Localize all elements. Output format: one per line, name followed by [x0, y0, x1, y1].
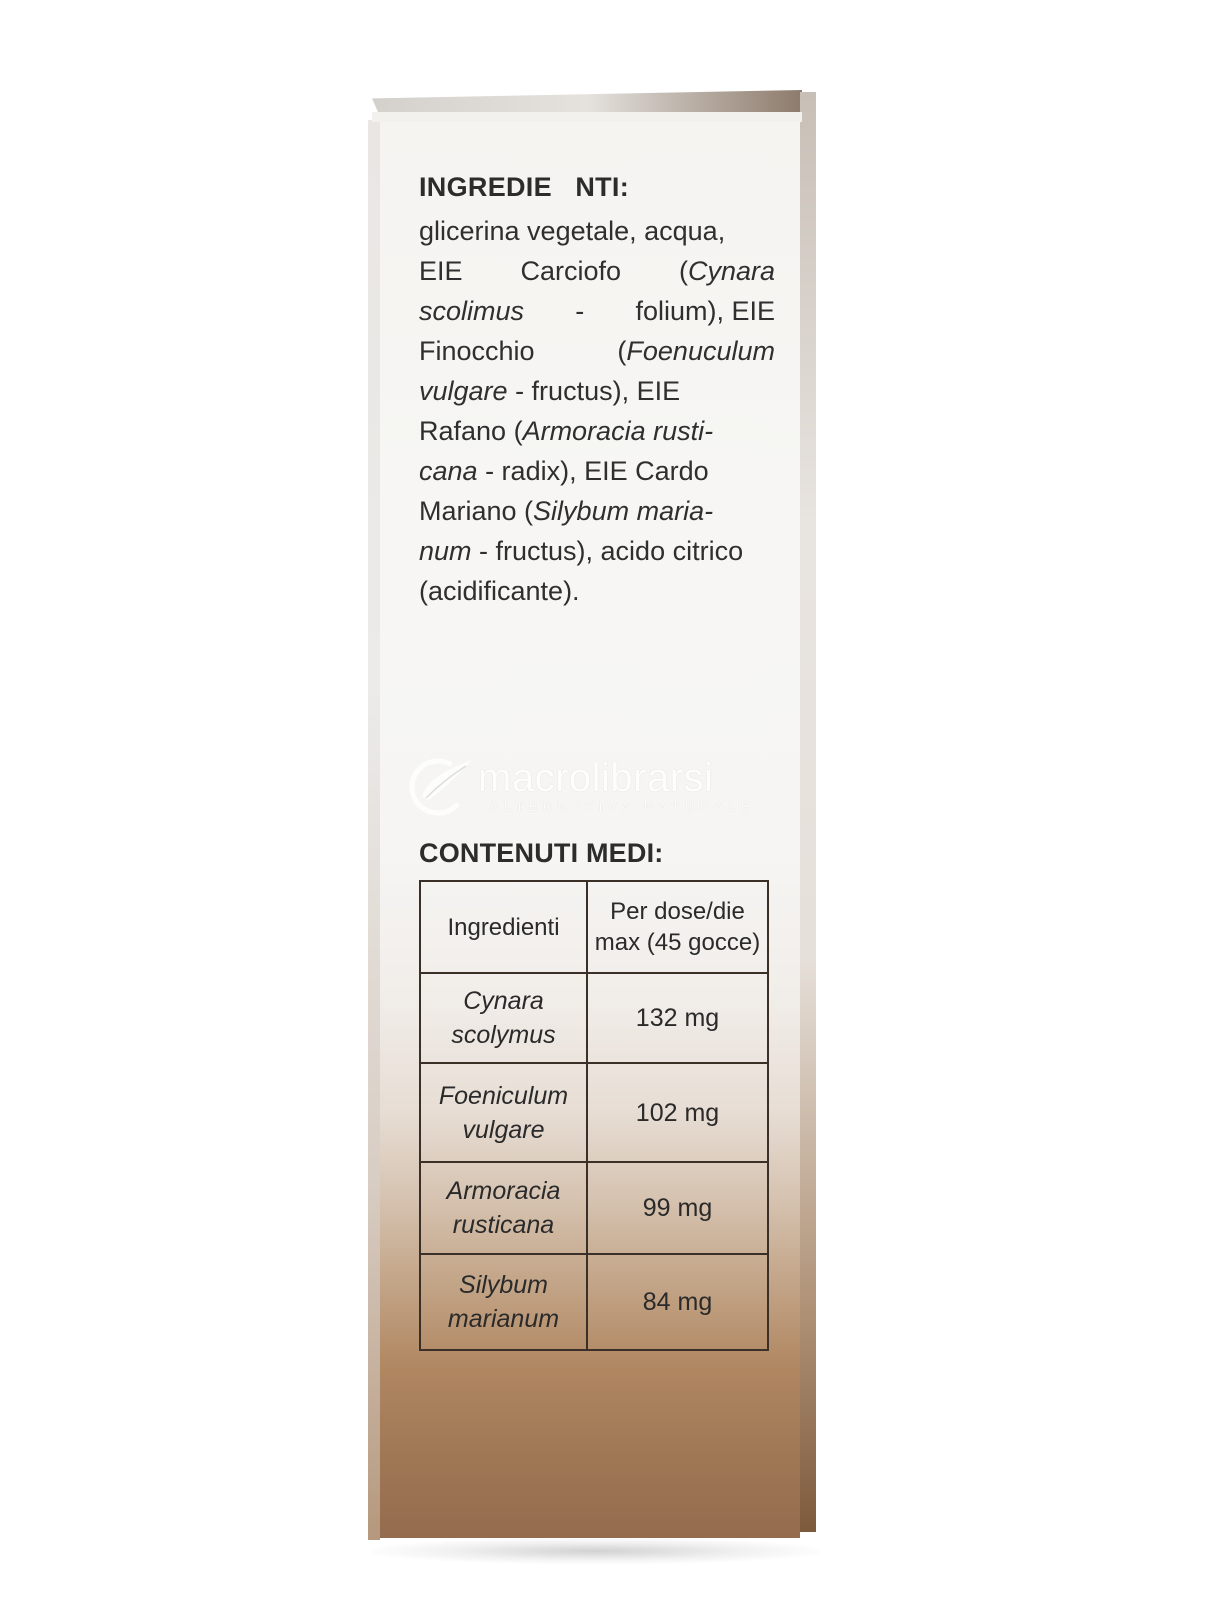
ingredient-name-line1: Cynara	[463, 987, 544, 1015]
ingredients-line	[419, 291, 775, 331]
watermark	[398, 752, 790, 818]
ingredients-text: glicerina vegetale, acqua,	[419, 216, 726, 246]
box-left-edge	[368, 120, 380, 1540]
contents-heading: CONTENUTI MEDI:	[419, 838, 664, 868]
ingredients-text: Carciofo	[520, 256, 622, 286]
table-row	[420, 973, 768, 1063]
ingredient-name-line1: Foeniculum	[438, 1081, 569, 1110]
table-row	[420, 1254, 768, 1350]
ingredients-line	[419, 491, 775, 531]
ingredient-name-cell	[420, 1162, 587, 1254]
ingredient-name-line2: vulgare	[462, 1115, 545, 1144]
ingredients-text: cana - radix), EIE Cardo	[419, 456, 709, 486]
ingredients-text: scolimus	[419, 296, 525, 326]
ingredients-line	[419, 531, 775, 571]
table-header-row	[420, 881, 768, 973]
ingredients-text: (acidificante).	[419, 576, 580, 606]
ingredients-text: -	[575, 296, 585, 326]
ingredient-dose-cell: 99 mg	[587, 1162, 768, 1254]
table-row	[420, 1063, 768, 1162]
ingredient-dose-cell: 102 mg	[587, 1063, 768, 1162]
ingredient-dose-cell: 84 mg	[587, 1254, 768, 1350]
ingredients-line	[419, 251, 775, 291]
ingredient-name-cell	[420, 1063, 587, 1162]
column-header-dose-line1: Per dose/die	[610, 898, 745, 925]
ingredients-line	[419, 331, 775, 371]
ingredients-line	[419, 451, 775, 491]
column-header-dose-line2: max (45 gocce)	[594, 929, 761, 956]
ingredients-heading: INGREDIE NTI:	[419, 172, 630, 202]
ingredients-line	[419, 411, 775, 451]
column-header-ingredients: Ingredienti	[420, 881, 587, 973]
table-row	[420, 1162, 768, 1254]
ingredient-name-line2: scolymus	[451, 1021, 556, 1049]
ingredients-text: Rafano (Armoracia rusti-	[419, 416, 714, 446]
box-top-lip	[372, 112, 802, 122]
box-shadow	[372, 1538, 820, 1564]
box-right-edge	[800, 92, 816, 1532]
ingredients-text: Finocchio	[419, 336, 535, 366]
ingredients-line	[419, 571, 775, 611]
macrolibrarsi-logo-icon	[406, 752, 476, 818]
ingredients-text: (Cynara	[678, 256, 775, 286]
ingredients-text: EIE	[419, 256, 463, 286]
average-contents-table	[419, 880, 769, 1351]
watermark-brand: macrolibrarsi	[478, 756, 714, 800]
ingredients-line	[419, 371, 775, 411]
ingredients-text: (Foenuculum	[617, 336, 775, 366]
ingredient-name-line1: Silybum	[459, 1271, 548, 1299]
ingredients-text: Mariano (Silybum maria-	[419, 496, 714, 526]
ingredients-text: num - fructus), acido citrico	[419, 536, 744, 566]
ingredients-line	[419, 211, 775, 251]
ingredients-text: folium), EIE	[635, 296, 775, 326]
column-header-dose	[587, 881, 768, 973]
ingredients-text: vulgare - fructus), EIE	[419, 376, 681, 406]
ingredient-name-cell	[420, 1254, 587, 1350]
ingredient-dose-cell: 132 mg	[587, 973, 768, 1063]
ingredient-name-cell	[420, 973, 587, 1063]
ingredient-name-line2: rusticana	[452, 1211, 555, 1239]
ingredient-name-line2: marianum	[447, 1305, 560, 1333]
ingredient-name-line1: Armoracia	[446, 1177, 561, 1205]
watermark-tagline: ALTERNATIVA NATURALE	[490, 800, 756, 814]
